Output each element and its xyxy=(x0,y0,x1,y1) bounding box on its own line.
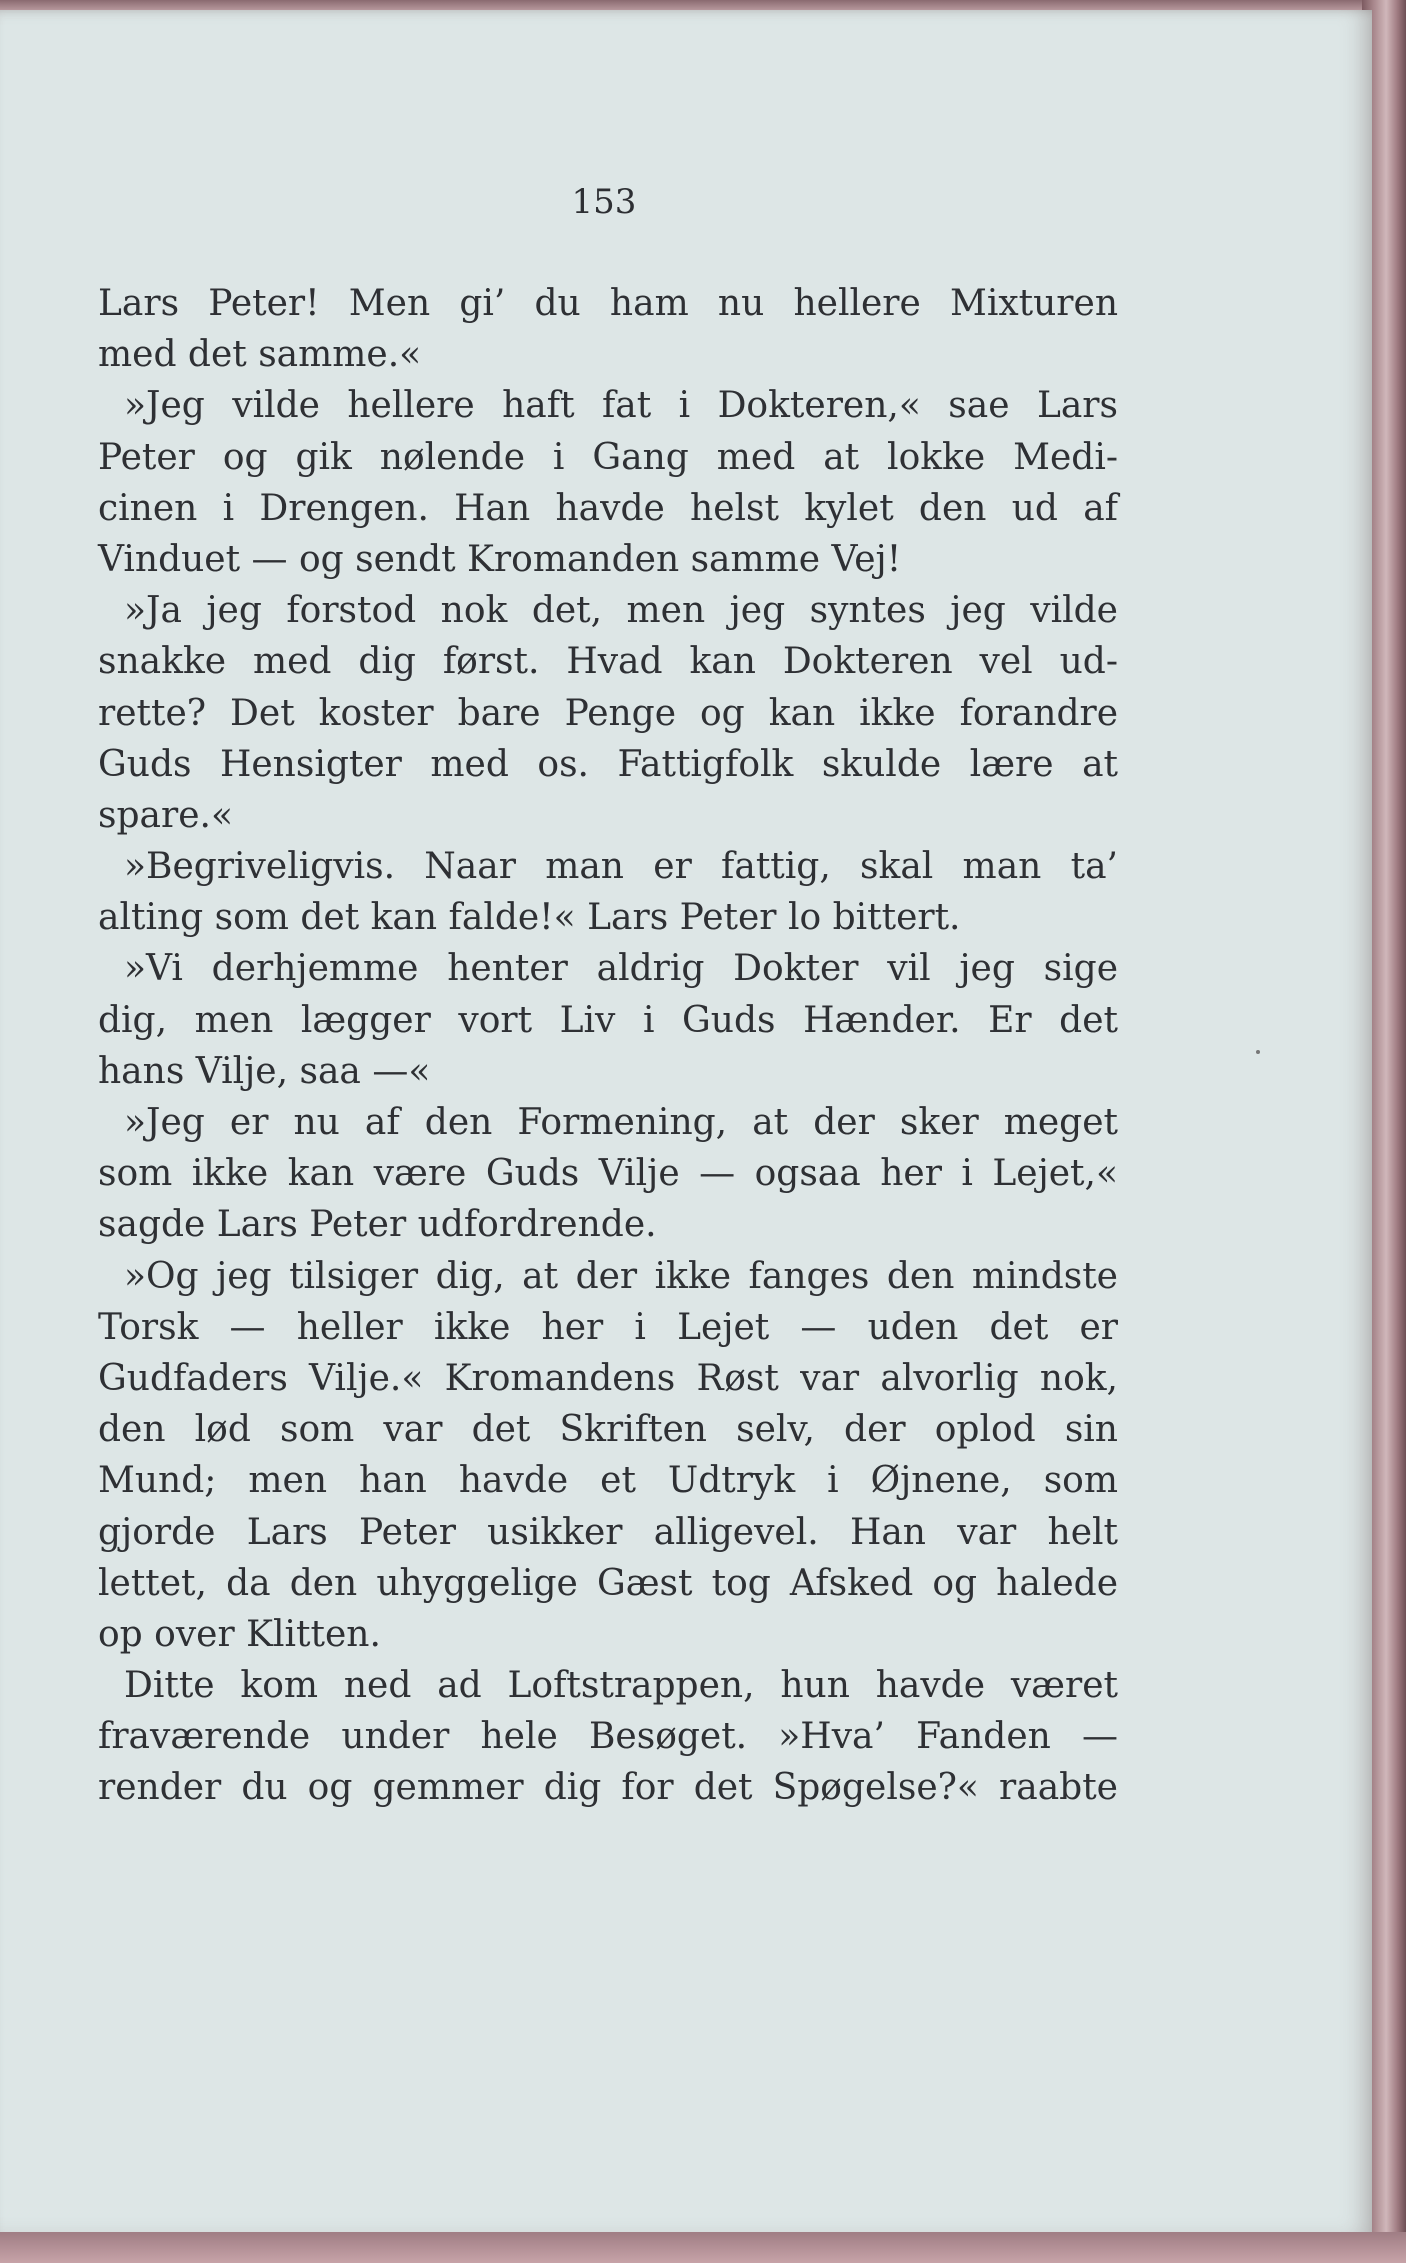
page-number: 153 xyxy=(571,182,637,222)
text-line: hans Vilje, saa —« xyxy=(98,1050,431,1092)
text-line: Ditte kom ned ad Loftstrappen, hun havde været xyxy=(124,1665,1118,1707)
book-page xyxy=(0,10,1372,2232)
text-line: Vinduet — og sendt Kromanden samme Vej! xyxy=(98,538,902,580)
text-line: dig, men lægger vort Liv i Guds Hænder. Er det xyxy=(98,999,1118,1041)
text-line: rette? Det koster bare Penge og kan ikke forandre xyxy=(98,692,1118,734)
text-line: Lars Peter! Men gi’ du ham nu hellere Mixturen xyxy=(98,283,1118,324)
text-line: »Ja jeg forstod nok det, men jeg syntes jeg vilde xyxy=(124,590,1118,632)
text-line: »Jeg er nu af den Formening, at der sker meget xyxy=(124,1102,1118,1143)
bottom-edge xyxy=(0,2232,1406,2263)
text-line: render du og gemmer dig for det Spøgelse?« raabte xyxy=(98,1767,1118,1809)
text-line: lettet, da den uhyggelige Gæst tog Afsked og halede xyxy=(98,1562,1118,1604)
text-line: som ikke kan være Guds Vilje — ogsaa her i Lejet,« xyxy=(98,1153,1118,1195)
text-line: Mund; men han havde et Udtryk i Øjnene, som xyxy=(98,1460,1118,1502)
text-line: Peter og gik nølende i Gang med at lokke Medi- xyxy=(98,436,1118,478)
text-line: med det samme.« xyxy=(98,334,422,376)
text-line: alting som det kan falde!« Lars Peter lo bittert. xyxy=(98,897,961,939)
text-line: snakke med dig først. Hvad kan Dokteren vel ud- xyxy=(98,641,1118,683)
text-line: cinen i Drengen. Han havde helst kylet den ud af xyxy=(98,487,1118,529)
text-line: Gudfaders Vilje.« Kromandens Røst var alvorlig nok, xyxy=(98,1357,1118,1399)
text-line: »Og jeg tilsiger dig, at der ikke fanges den mindste xyxy=(124,1255,1118,1297)
text-line: gjorde Lars Peter usikker alligevel. Han var helt xyxy=(98,1511,1118,1553)
text-line: »Begriveligvis. Naar man er fattig, skal man ta’ xyxy=(124,846,1118,888)
text-line: Torsk — heller ikke her i Lejet — uden det er xyxy=(98,1306,1118,1348)
text-line: »Vi derhjemme henter aldrig Dokter vil jeg sige xyxy=(124,948,1118,990)
body-text xyxy=(98,278,1118,1814)
text-line: op over Klitten. xyxy=(98,1613,381,1655)
text-line: sagde Lars Peter udfordrende. xyxy=(98,1204,657,1246)
text-line: den lød som var det Skriften selv, der oplod sin xyxy=(98,1409,1118,1451)
text-line: »Jeg vilde hellere haft fat i Dokteren,« sae Lars xyxy=(124,385,1118,427)
text-line: spare.« xyxy=(98,794,233,836)
text-line: Guds Hensigter med os. Fattigfolk skulde lære at xyxy=(98,743,1118,785)
text-line: fraværende under hele Besøget. »Hva’ Fanden — xyxy=(98,1716,1118,1758)
paper-speck xyxy=(1256,1050,1260,1054)
